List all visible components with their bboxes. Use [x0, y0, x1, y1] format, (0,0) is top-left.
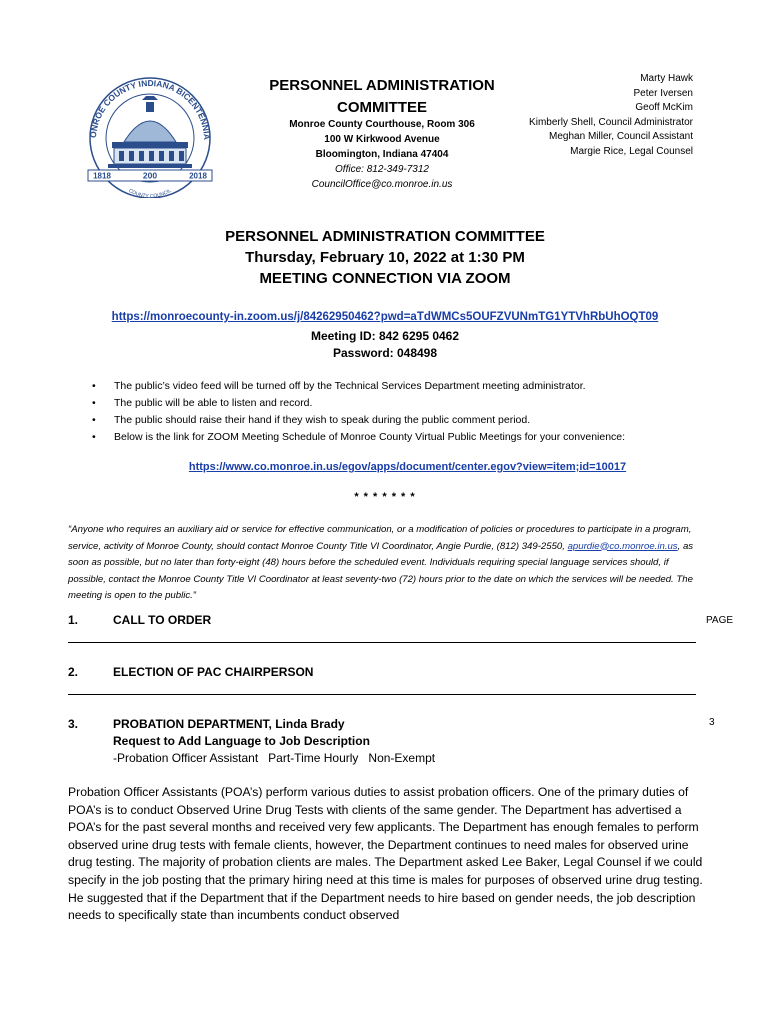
meeting-connection: MEETING CONNECTION VIA ZOOM	[259, 270, 511, 287]
member-name: Geoff McKim	[635, 102, 693, 113]
meeting-password: Password: 048498	[332, 346, 438, 360]
meeting-datetime: Thursday, February 10, 2022 at 1:30 PM	[245, 249, 525, 266]
page-column-header: PAGE	[706, 615, 734, 626]
notice-text: , as soon as possible, but no later than forty-eight (48) hours before the scheduled event. Individuals requiring special language services should, if possible, contact the Monroe County Title VI Coordinator at least seventy-two (72) hours prior to the date on which the services will be needed. The meeting is open to the public.”	[68, 540, 694, 601]
zoom-meeting-link[interactable]: https://monroecounty-in.zoom.us/j/84262950462?pwd=aTdWMCs5OUFZVUNmTG1YTVhRbUhOQT09	[111, 311, 659, 323]
member-name: Margie Rice, Legal Counsel	[570, 145, 693, 157]
seal-graphic	[82, 72, 218, 198]
agenda-item-label: CALL TO ORDER	[113, 613, 212, 627]
office-phone: Office: 812-349-7312	[335, 164, 429, 175]
divider	[68, 642, 696, 643]
agenda-item-number: 3.	[68, 717, 79, 731]
address-line2: 100 W Kirkwood Avenue	[324, 134, 440, 145]
agenda-item-request: Request to Add Language to Job Description	[113, 734, 370, 748]
seal-bottom-text: COUNTY COUNCIL	[127, 187, 173, 198]
agenda-item-number: 1.	[68, 613, 79, 627]
list-item: • The public will be able to listen and record.	[92, 395, 712, 412]
agenda-item-position: -Probation Officer Assistant Part-Time Hourly Non-Exempt	[113, 751, 436, 765]
office-email: CouncilOffice@co.monroe.in.us	[311, 179, 453, 190]
address-line3: Bloomington, Indiana 47404	[315, 149, 449, 160]
list-item: • Below is the link for ZOOM Meeting Schedule of Monroe County Virtual Public Meetings for your convenience:	[92, 429, 712, 446]
section-separator: * * * * * * *	[354, 491, 416, 503]
county-seal-logo	[82, 72, 218, 198]
agenda-item-page: 3	[709, 717, 715, 728]
notice-text: “Anyone who requires an auxiliary aid or service for effective communication, or a modification of policies or procedures to participate in a program, service, activity of Monroe County, should contact Monroe County Title VI Coordinator, Angie Purdie, (812) 349-2550,	[68, 524, 692, 552]
committee-members	[453, 72, 693, 159]
public-notes-list	[92, 378, 712, 446]
address-line1: Monroe County Courthouse, Room 306	[289, 119, 475, 130]
seal-year-center: 200	[142, 170, 158, 181]
list-item: • The public should raise their hand if they wish to speak during the public comment period.	[92, 412, 712, 429]
member-name: Meghan Miller, Council Assistant	[549, 131, 693, 142]
agenda-item-label: ELECTION OF PAC CHAIRPERSON	[113, 665, 314, 679]
seal-top-text: ONROE COUNTY INDIANA BICENTENNIA	[87, 77, 213, 141]
divider	[68, 694, 696, 695]
probation-description-paragraph: Probation Officer Assistants (POA’s) perform various duties to assist probation officers. One of the primary duties of POA’s is to conduct Observed Urine Drug Tests with clients of the same gender. The Department has advertised a POA’s for the past several months and received very few applicants. The Department has enough females to perform observed urine drug tests with female clients, however, the Department continues to need males for observed urine drug testing. The majority of probation clients are males. The Department asked Lee Baker, Legal Counsel if we could specify in the job posting that the primary hiring need at this time is males for purposes of observed urine drug testing. He suggested that if the Department that if the Department needs to hire based on gender needs, the job description needs to specifically state than incumbents conduct observed	[68, 785, 703, 923]
member-name: Marty Hawk	[640, 73, 693, 84]
member-name: Kimberly Shell, Council Administrator	[529, 116, 693, 128]
committee-title-line1: PERSONNEL ADMINISTRATION	[269, 77, 495, 94]
agenda-item-details	[113, 733, 435, 767]
agenda-item-number: 2.	[68, 665, 79, 679]
meeting-schedule-link[interactable]: https://www.co.monroe.in.us/egov/apps/document/center.egov?view=item;id=10017	[188, 461, 627, 473]
agenda-item-label: PROBATION DEPARTMENT, Linda Brady	[113, 717, 345, 731]
meeting-credentials	[0, 328, 770, 362]
coordinator-email-link[interactable]: apurdie@co.monroe.in.us	[567, 540, 678, 552]
meeting-title: PERSONNEL ADMINISTRATION COMMITTEE	[225, 228, 545, 245]
member-name: Peter Iversen	[633, 87, 693, 99]
seal-year-right: 2018	[189, 171, 207, 181]
list-item: • The public’s video feed will be turned off by the Technical Services Department meeting administrator.	[92, 378, 712, 395]
accessibility-notice	[68, 522, 708, 605]
seal-year-left: 1818	[93, 171, 111, 181]
meeting-id: Meeting ID: 842 6295 0462	[310, 329, 460, 343]
meeting-heading	[0, 226, 770, 289]
committee-title-line2: COMMITTEE	[337, 99, 427, 116]
